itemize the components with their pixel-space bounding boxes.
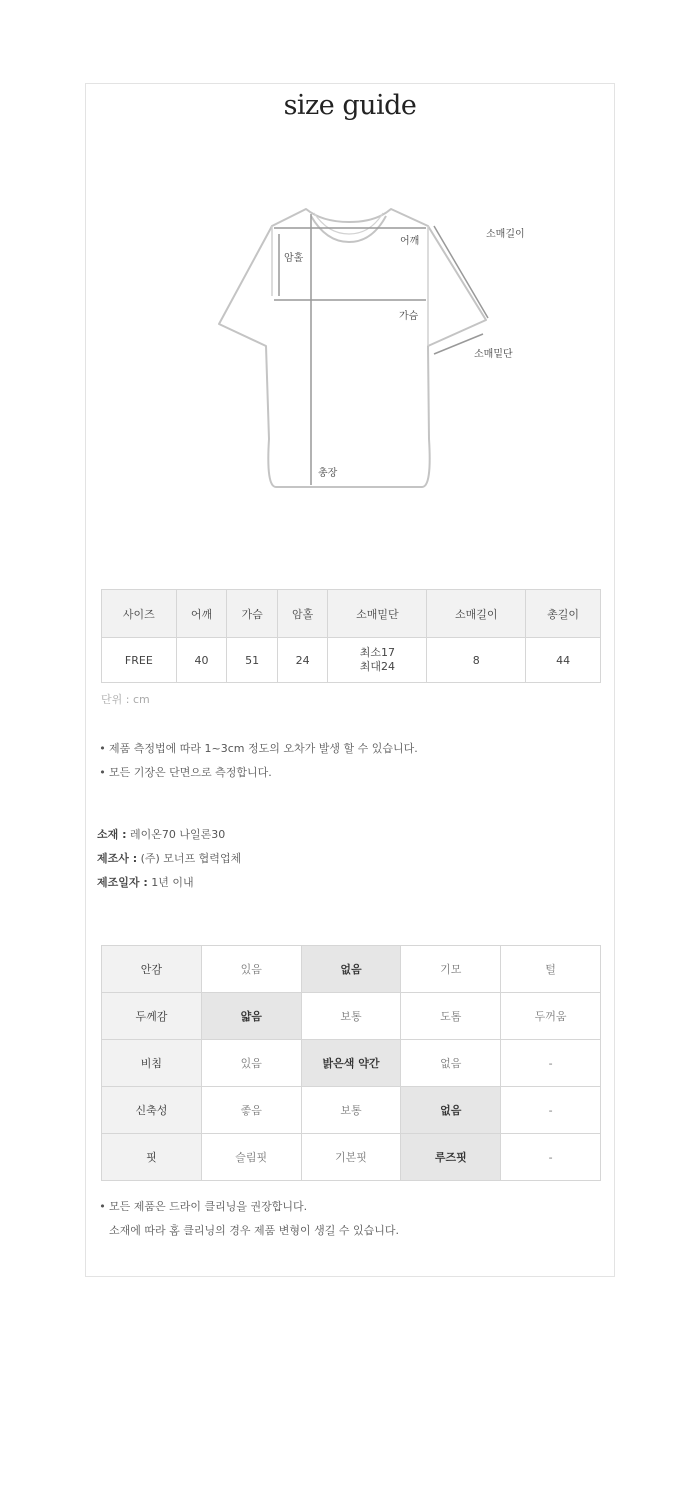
feature-option: 없음	[401, 1040, 501, 1087]
feature-option-selected: 없음	[301, 946, 401, 993]
care-line	[96, 1198, 399, 1222]
feature-option: 도톰	[401, 993, 501, 1040]
feature-row	[102, 1040, 601, 1087]
care-text: 모든 제품은 드라이 클리닝을 권장합니다.	[109, 1200, 308, 1213]
diagram-label-chest: 가슴	[399, 311, 419, 322]
size-table-header: 총길이	[526, 590, 601, 638]
feature-option: 좋음	[201, 1087, 301, 1134]
material-value: 레이온70 나일론30	[126, 828, 226, 841]
size-table-header: 암홀	[277, 590, 328, 638]
feature-option: 보통	[301, 1087, 401, 1134]
material-label: 소재 :	[97, 828, 127, 841]
diagram-label-armhole: 암홀	[284, 253, 304, 264]
feature-name: 신축성	[102, 1087, 202, 1134]
date-label: 제조일자 :	[97, 876, 148, 889]
sleeve-hem-min: 최소17	[359, 646, 396, 659]
size-table-header: 소매밑단	[328, 590, 427, 638]
diagram-label-total-length: 총장	[318, 468, 338, 479]
feature-row	[102, 946, 601, 993]
feature-option: 있음	[201, 1040, 301, 1087]
feature-option: -	[501, 1134, 601, 1181]
size-table	[101, 589, 601, 683]
feature-option: -	[501, 1087, 601, 1134]
tshirt-outline-icon	[216, 204, 496, 494]
size-table-row	[102, 638, 601, 683]
feature-option: 기모	[401, 946, 501, 993]
note-item	[96, 740, 418, 764]
size-table-header: 소매길이	[427, 590, 526, 638]
sleeve-hem-max: 최대24	[359, 660, 396, 673]
armhole-cell: 24	[277, 638, 328, 683]
maker-label: 제조사 :	[97, 852, 138, 865]
bullet-icon: •	[99, 742, 106, 755]
feature-option-selected: 없음	[401, 1087, 501, 1134]
maker-value: (주) 모너프 협력업체	[137, 852, 242, 865]
feature-name: 핏	[102, 1134, 202, 1181]
note-text: 모든 기장은 단면으로 측정합니다.	[109, 766, 272, 779]
feature-option-selected: 얇음	[201, 993, 301, 1040]
size-table-header: 사이즈	[102, 590, 177, 638]
chest-cell: 51	[227, 638, 278, 683]
feature-table	[101, 945, 601, 1181]
feature-name: 안감	[102, 946, 202, 993]
feature-option-selected: 밝은색 약간	[301, 1040, 401, 1087]
care-line: 소재에 따라 홈 클리닝의 경우 제품 변형이 생길 수 있습니다.	[109, 1224, 399, 1237]
care-notes	[96, 1198, 399, 1246]
note-text: 제품 측정법에 따라 1~3cm 정도의 오차가 발생 할 수 있습니다.	[109, 742, 418, 755]
bullet-icon: •	[99, 766, 106, 779]
diagram-label-sleeve-hem: 소매밑단	[474, 349, 513, 360]
size-guide-card	[85, 83, 615, 1277]
size-table-header: 가슴	[227, 590, 278, 638]
feature-option: 있음	[201, 946, 301, 993]
unit-label: 단위 : cm	[101, 693, 150, 706]
page-title: size guide	[283, 90, 417, 121]
note-item	[96, 764, 418, 788]
sleeve-hem-cell	[328, 638, 427, 683]
feature-option: 보통	[301, 993, 401, 1040]
total-length-cell: 44	[526, 638, 601, 683]
size-table-header: 어깨	[176, 590, 227, 638]
feature-name: 두께감	[102, 993, 202, 1040]
diagram-label-sleeve-length: 소매길이	[486, 229, 525, 240]
size-cell: FREE	[102, 638, 177, 683]
feature-option: -	[501, 1040, 601, 1087]
product-info	[97, 826, 241, 898]
feature-row	[102, 993, 601, 1040]
feature-option: 털	[501, 946, 601, 993]
sleeve-length-cell: 8	[427, 638, 526, 683]
feature-option: 슬림핏	[201, 1134, 301, 1181]
feature-option: 기본핏	[301, 1134, 401, 1181]
feature-option: 두꺼움	[501, 993, 601, 1040]
maker-row	[97, 850, 241, 874]
size-table-header-row	[102, 590, 601, 638]
measurement-notes	[96, 740, 418, 788]
shoulder-cell: 40	[176, 638, 227, 683]
diagram-label-shoulder: 어깨	[400, 236, 420, 247]
feature-row	[102, 1134, 601, 1181]
feature-row	[102, 1087, 601, 1134]
bullet-icon: •	[99, 1200, 106, 1213]
feature-name: 비침	[102, 1040, 202, 1087]
feature-option-selected: 루즈핏	[401, 1134, 501, 1181]
date-row	[97, 874, 241, 898]
date-value: 1년 이내	[147, 876, 194, 889]
material-row	[97, 826, 241, 850]
tshirt-diagram	[216, 204, 525, 498]
